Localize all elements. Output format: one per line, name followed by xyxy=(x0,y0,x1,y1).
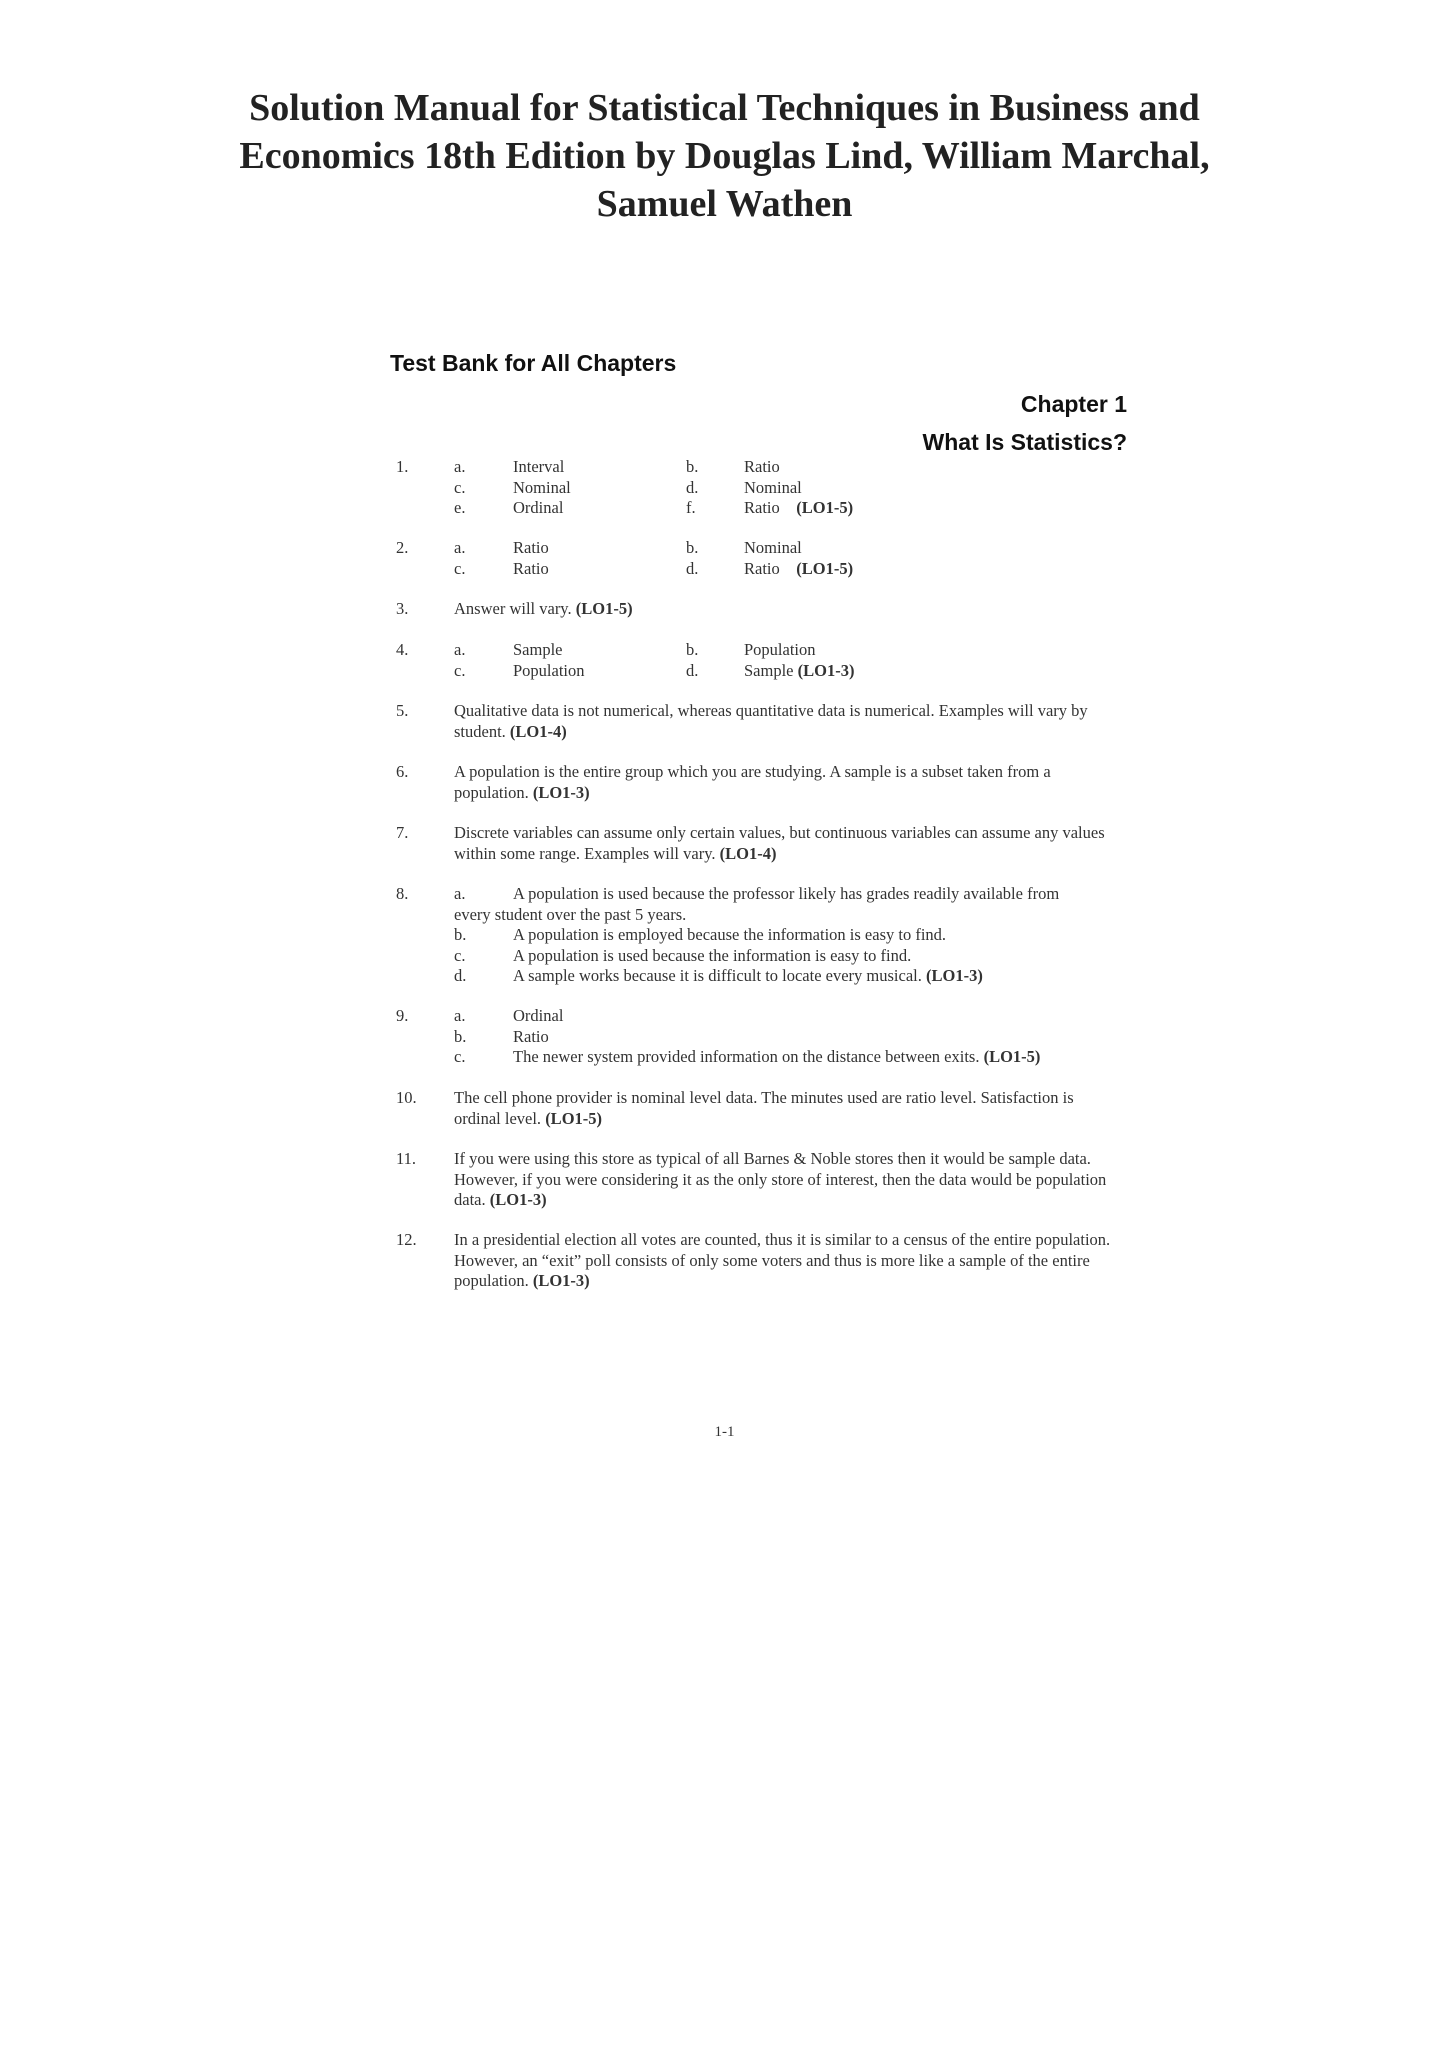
learning-objective: (LO1-5) xyxy=(983,1047,1041,1066)
option-label: b. xyxy=(686,640,699,659)
option-value: Population xyxy=(513,660,585,680)
answer-text: Discrete variables can assume only certain values, but continuous variables can assume any values within some range. Examples will vary. xyxy=(454,823,1105,863)
answer-number: 12. xyxy=(396,1230,417,1249)
learning-objective: (LO1-3) xyxy=(532,1271,590,1290)
answer-row xyxy=(396,457,1096,478)
answer-number: 11. xyxy=(396,1149,417,1168)
chapter-label: Chapter 1 xyxy=(1020,391,1127,417)
option-label: c. xyxy=(454,477,466,497)
answer-number: 8. xyxy=(396,884,409,903)
answer-number: 2. xyxy=(396,538,409,557)
answer-text: In a presidential election all votes are counted, thus it is similar to a census of the entire population. However, an “exit” poll consists of only some voters and thus is more like a sample of the entire population. xyxy=(454,1230,1111,1290)
option-value: Ratio xyxy=(744,457,780,476)
answer-4 xyxy=(396,640,1096,681)
option-label: b. xyxy=(686,538,699,557)
option-text: Ratio xyxy=(513,1026,549,1046)
chapter-title: What Is Statistics? xyxy=(922,429,1127,455)
option-label: b. xyxy=(686,457,699,476)
option-text: The newer system provided information on the distance between exits. xyxy=(513,1047,980,1066)
answer-row xyxy=(396,538,1096,559)
answer-row xyxy=(396,661,1096,682)
option-label: d. xyxy=(686,477,699,497)
learning-objective: (LO1-5) xyxy=(575,599,633,618)
option-value: Nominal xyxy=(744,538,802,557)
option-value: Interval xyxy=(513,457,565,476)
learning-objective: (LO1-4) xyxy=(719,843,777,863)
learning-objective: (LO1-3) xyxy=(532,782,590,802)
answer-row xyxy=(396,478,1096,499)
option-text: A population is used because the professor likely has grades readily available from xyxy=(513,884,1060,903)
learning-objective: (LO1-4) xyxy=(509,721,567,741)
answer-text: The cell phone provider is nominal level data. The minutes used are ratio level. Satisfaction is ordinal level. xyxy=(454,1088,1074,1128)
answer-text: A population is the entire group which you are studying. A sample is a subset taken from a population. xyxy=(454,762,1051,802)
answer-number: 1. xyxy=(396,457,409,476)
option-label: c. xyxy=(454,660,466,680)
option-value: Ratio xyxy=(744,558,780,578)
answer-number: 6. xyxy=(396,762,409,781)
answer-number: 3. xyxy=(396,599,409,618)
learning-objective: (LO1-5) xyxy=(796,558,854,578)
option-text: A sample works because it is difficult to locate every musical. xyxy=(513,966,922,985)
option-value: Nominal xyxy=(744,477,802,497)
document-title: Solution Manual for Statistical Techniques in Business and Economics 18th Edition by Douglas Lind, William Marchal, Samuel Wathen xyxy=(239,87,1210,225)
option-label: d. xyxy=(454,966,467,985)
option-value: Ordinal xyxy=(513,498,564,517)
answer-row xyxy=(396,640,1096,661)
answer-number: 4. xyxy=(396,640,409,659)
option-label: a. xyxy=(454,538,466,557)
answer-row xyxy=(396,498,1096,519)
answer-number: 9. xyxy=(396,1006,409,1025)
page-number: 1-1 xyxy=(714,1424,735,1440)
option-value: Ratio xyxy=(513,558,549,578)
option-text: Ordinal xyxy=(513,1006,564,1025)
answer-2 xyxy=(396,538,1096,579)
option-label: a. xyxy=(454,1006,466,1025)
option-label: b. xyxy=(454,925,467,944)
option-label: d. xyxy=(686,558,699,578)
option-value: Nominal xyxy=(513,477,571,497)
option-text: A population is employed because the information is easy to find. xyxy=(513,925,947,944)
answer-number: 7. xyxy=(396,823,409,842)
answer-9 xyxy=(396,1006,1156,1068)
option-value: Sample xyxy=(744,660,794,680)
option-label: c. xyxy=(454,1047,466,1066)
learning-objective: (LO1-5) xyxy=(545,1108,603,1128)
option-value: Sample xyxy=(513,640,563,659)
answer-number: 5. xyxy=(396,701,409,720)
learning-objective: (LO1-3) xyxy=(489,1190,547,1209)
option-value: Ratio xyxy=(513,538,549,557)
answer-row xyxy=(396,559,1096,580)
learning-objective: (LO1-5) xyxy=(796,498,854,517)
option-value: Ratio xyxy=(744,498,780,517)
test-bank-heading: Test Bank for All Chapters xyxy=(390,350,677,376)
option-label: c. xyxy=(454,945,466,965)
option-label: e. xyxy=(454,498,466,517)
answer-1 xyxy=(396,457,1096,519)
option-text: A population is used because the information is easy to find. xyxy=(513,945,912,965)
learning-objective: (LO1-3) xyxy=(797,660,855,680)
option-label: d. xyxy=(686,660,699,680)
option-label: b. xyxy=(454,1026,467,1046)
answer-number: 10. xyxy=(396,1088,417,1107)
option-label: c. xyxy=(454,558,466,578)
answer-text: If you were using this store as typical of all Barnes & Noble stores then it would be sample data. However, if you were considering it as the only store of interest, then the data would be population data. xyxy=(454,1149,1107,1209)
learning-objective: (LO1-3) xyxy=(926,966,983,985)
answer-8 xyxy=(396,884,1156,987)
option-text: every student over the past 5 years. xyxy=(454,904,687,924)
option-label: a. xyxy=(454,457,466,476)
option-label: f. xyxy=(686,498,696,517)
answer-3 xyxy=(396,599,1096,620)
option-label: a. xyxy=(454,640,466,659)
answer-text: Qualitative data is not numerical, whereas quantitative data is numerical. Examples will vary by student. xyxy=(454,701,1088,741)
answer-text: Answer will vary. xyxy=(454,599,572,618)
option-label: a. xyxy=(454,884,466,903)
option-value: Population xyxy=(744,640,816,659)
